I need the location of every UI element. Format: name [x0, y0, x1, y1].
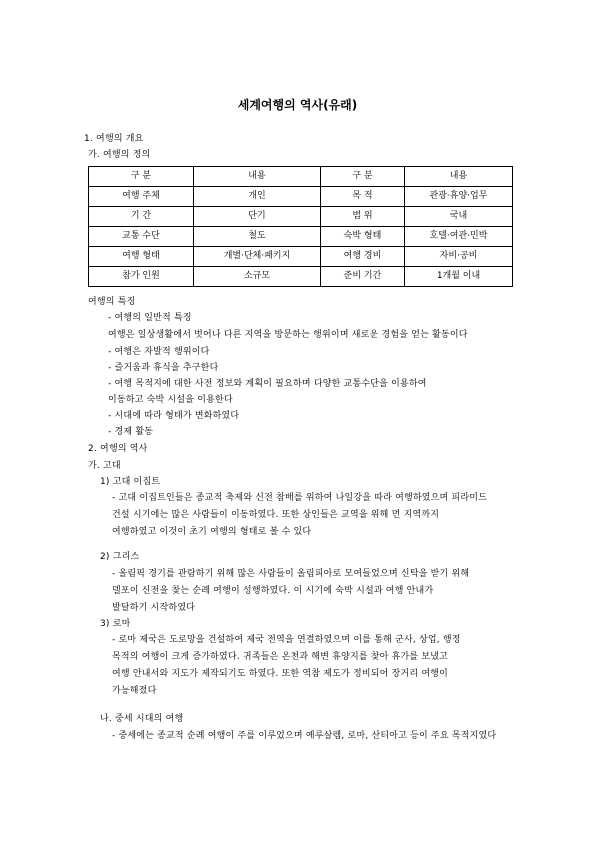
table-cell: 여행 형태 — [89, 247, 194, 267]
note-line: - 여행의 일반적 특징 — [108, 313, 192, 323]
paragraph-line: 가능해졌다 — [112, 686, 157, 696]
paragraph-line: 발달하기 시작하였다 — [112, 603, 196, 613]
table-row — [89, 187, 513, 207]
section-2-sub: 가. 고대 — [88, 461, 121, 471]
table-cell: 범 위 — [321, 207, 405, 227]
table-cell: 숙박 형태 — [321, 227, 405, 247]
table-cell: 내용 — [194, 167, 321, 187]
table-cell: 참가 인원 — [89, 267, 194, 287]
note-line: - 여행은 자발적 행위이다 — [108, 347, 210, 357]
table-cell: 개인 — [194, 187, 321, 207]
paragraph-line: 여행 안내서와 지도가 제작되기도 하였다. 또한 역참 제도가 정비되어 장거리 여행이 — [112, 669, 449, 679]
note-line: - 여행 목적지에 대한 사전 정보와 계획이 필요하며 다양한 교통수단을 이용하여 — [108, 379, 427, 389]
table-cell: 구 분 — [89, 167, 194, 187]
table-cell: 여행 주체 — [89, 187, 194, 207]
subsection-heading: 3) 로마 — [100, 619, 131, 629]
table-cell: 기 간 — [89, 207, 194, 227]
table-cell: 내용 — [405, 167, 513, 187]
table-cell: 개별·단체·패키지 — [194, 247, 321, 267]
note-line: - 시대에 따라 형태가 변화하였다 — [108, 411, 240, 421]
table-cell: 소규모 — [194, 267, 321, 287]
subsection-heading: 나. 중세 시대의 여행 — [100, 714, 184, 724]
paragraph-line: - 중세에는 종교적 순례 여행이 주를 이루었으며 예루살렘, 로마, 산티아고 등이 주요 목적지였다 — [112, 731, 497, 741]
note-line: - 경제 활동 — [108, 427, 154, 437]
table-cell: 호텔·여관·민박 — [405, 227, 513, 247]
paragraph-line: - 고대 이집트인들은 종교적 축제와 신전 참배를 위하여 나일강을 따라 여행하였으며 피라미드 — [112, 493, 488, 503]
note-line: 이동하고 숙박 시설을 이용한다 — [108, 395, 233, 405]
paragraph-line: 건설 시기에는 많은 사람들이 이동하였다. 또한 상인들은 교역을 위해 먼 지역까지 — [112, 510, 440, 520]
document-title: 세계여행의 역사(유래) — [237, 98, 358, 112]
table-cell: 준비 기간 — [321, 267, 405, 287]
table-cell: 1개월 이내 — [405, 267, 513, 287]
paragraph-line: 여행하였고 이것이 초기 여행의 형태로 볼 수 있다 — [112, 527, 312, 537]
table-cell: 관광·휴양·업무 — [405, 187, 513, 207]
table-row — [89, 207, 513, 227]
subsection-heading: 1) 고대 이집트 — [100, 477, 161, 487]
table-cell: 구 분 — [321, 167, 405, 187]
table-cell: 여행 경비 — [321, 247, 405, 267]
table-row — [89, 227, 513, 247]
table-row — [89, 247, 513, 267]
table-cell: 교통 수단 — [89, 227, 194, 247]
table-cell: 철도 — [194, 227, 321, 247]
table-header-row — [89, 167, 513, 187]
paragraph-line: - 로마 제국은 도로망을 건설하여 제국 전역을 연결하였으며 이를 통해 군사, 상업, 행정 — [112, 635, 461, 645]
table-cell: 국내 — [405, 207, 513, 227]
table-cell: 목 적 — [321, 187, 405, 207]
table-row — [89, 267, 513, 287]
note-line: - 즐거움과 휴식을 추구한다 — [108, 363, 219, 373]
section-2-label: 2. 여행의 역사 — [88, 444, 148, 454]
section-1-sub: 가. 여행의 정의 — [88, 150, 151, 160]
paragraph-line: 델포이 신전을 찾는 순례 여행이 성행하였다. 이 시기에 숙박 시설과 여행 안내가 — [112, 586, 434, 596]
paragraph-line: - 올림픽 경기를 관람하기 위해 많은 사람들이 올림피아로 모여들었으며 신탁을 받기 위해 — [112, 569, 470, 579]
travel-definition-table — [88, 166, 513, 287]
note-line: 여행은 일상생활에서 벗어나 다른 지역을 방문하는 행위이며 새로운 경험을 얻는 활동이다 — [108, 330, 468, 340]
table-cell: 단기 — [194, 207, 321, 227]
table-cell: 자비·공비 — [405, 247, 513, 267]
paragraph-line: 목적의 여행이 크게 증가하였다. 귀족들은 온천과 해변 휴양지를 찾아 휴가를 보냈고 — [112, 652, 449, 662]
subsection-heading: 2) 그리스 — [100, 552, 140, 562]
section-1-label: 1. 여행의 개요 — [84, 134, 144, 144]
notes-heading: 여행의 특징 — [88, 297, 136, 307]
